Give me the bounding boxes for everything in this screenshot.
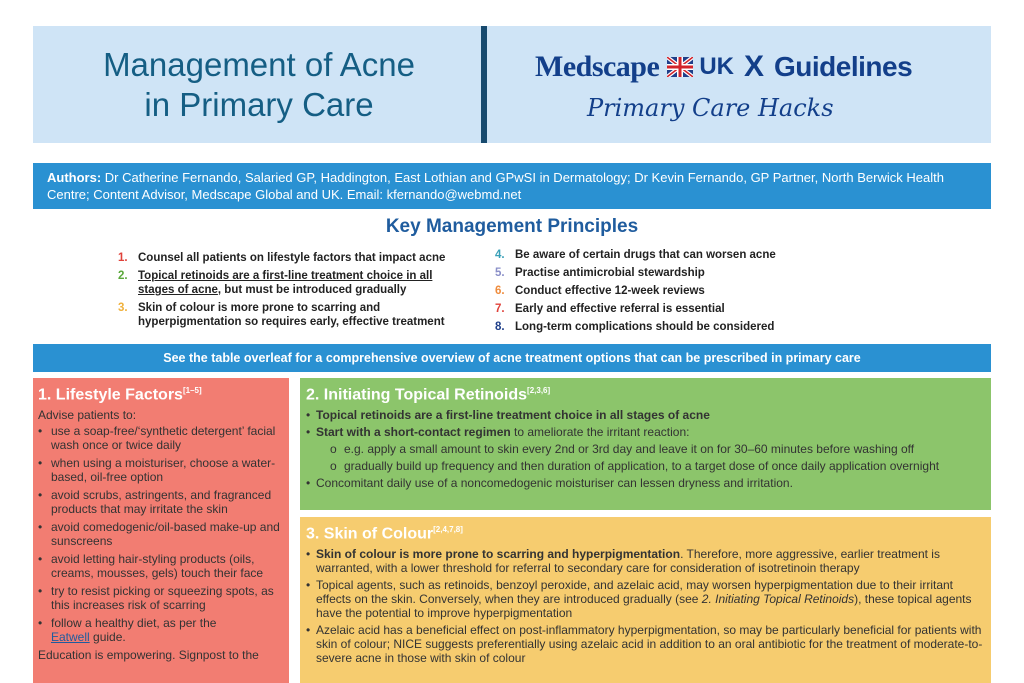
brand-subtitle: Primary Care Hacks: [587, 94, 834, 122]
principle-link[interactable]: Topical retinoids are a first-line treatment choice in all stages of acne: [138, 270, 433, 296]
list-item: • Start with a short-contact regimen to ameliorate the irritant reaction:: [306, 425, 690, 440]
principle-number: 1.: [118, 252, 128, 264]
list-item: • avoid scrubs, astringents, and fragranced products that may irritate the skin: [38, 488, 272, 517]
list-item: • use a soap-free/‘synthetic detergent’ facial wash once or twice daily: [38, 424, 276, 453]
principles-title: Key Management Principles: [385, 216, 639, 237]
list-item: • Azelaic acid has a beneficial effect on post-inflammatory hyperpigmentation, so may be particularly beneficial for patients with skin of colour; NICE suggests preferentially using azelaic acid in addition to an oral antibiotic for the treatment of moderate-to-severe acne in those with skin of colour: [306, 623, 983, 666]
retinoids-panel: [300, 378, 991, 510]
principle-item: [495, 266, 865, 280]
uk-flag-icon: [667, 57, 693, 77]
principle-number: 6.: [495, 285, 505, 297]
list-item: • avoid letting hair-styling products (oils, creams, mousses, gels) touch their face: [38, 552, 264, 581]
principle-item: [118, 301, 488, 329]
overview-banner: See the table overleaf for a comprehensive overview of acne treatment options that can be prescribed in primary care: [33, 344, 991, 372]
lifestyle-ref: [1–5]: [182, 386, 202, 395]
title-line-2: in Primary Care: [144, 85, 374, 123]
principle-number: 5.: [495, 267, 505, 279]
principle-item: [118, 251, 488, 265]
uk-label: UK: [699, 53, 734, 80]
lifestyle-list: [38, 424, 284, 644]
list-item: • Topical retinoids are a first-line treatment choice in all stages of acne: [306, 408, 710, 423]
skin-title: 3. Skin of Colour[2,4,7,8]: [306, 525, 463, 543]
lifestyle-footer: Education is empowering. Signpost to the: [38, 648, 259, 663]
principle-text: Conduct effective 12-week reviews: [515, 285, 705, 297]
lifestyle-panel: [33, 378, 289, 683]
skin-of-colour-panel: [300, 517, 991, 683]
principle-number: 3.: [118, 302, 128, 314]
retinoids-title: 2. Initiating Topical Retinoids[2,3,6]: [306, 386, 551, 404]
list-item: • Concomitant daily use of a noncomedogenic moisturiser can lessen dryness and irritation.: [306, 476, 793, 491]
principle-item: [495, 302, 865, 316]
principle-number: 7.: [495, 303, 505, 315]
principle-number: 2.: [118, 270, 128, 282]
skin-ref: [2,4,7,8]: [433, 525, 463, 534]
authors-bar: [33, 163, 991, 209]
list-item: • when using a moisturiser, choose a water-based, oil-free option: [38, 456, 276, 485]
principle-text: Be aware of certain drugs that can worsen acne: [515, 249, 776, 261]
principle-item: [495, 248, 865, 262]
list-item: • Topical agents, such as retinoids, benzoyl peroxide, and azelaic acid, may worsen hyperpigmentation due to their irritant effects on the skin. Conversely, when they are introduced gradually (see 2. Initiating Topical Retinoids), these topical agents have the potential to improve hyperpigmentation: [306, 578, 972, 621]
lifestyle-intro: Advise patients to:: [38, 408, 137, 423]
list-item: • try to resist picking or squeezing spots, as this increases risk of scarring: [38, 584, 274, 613]
authors-text: Dr Catherine Fernando, Salaried GP, Haddington, East Lothian and GPwSI in Dermatology; Dr Kevin Fernando, GP Partner, North Berwick Health Centre; Content Advisor, Medscape Global and UK. Email: kfernando@webmd.net: [47, 170, 944, 202]
principle-item: [118, 269, 488, 297]
principle-text: Early and effective referral is essential: [515, 303, 725, 315]
authors-label: Authors:: [47, 170, 102, 185]
principle-text: Long-term complications should be considered: [515, 321, 775, 333]
sub-list-item: o gradually build up frequency and then duration of application, to a target dose of once daily application overnight: [330, 459, 940, 474]
sub-list-item: o e.g. apply a small amount to skin every 2nd or 3rd day and leave it on for 30–60 minutes before washing off: [330, 442, 915, 457]
principle-item: [495, 284, 865, 298]
principle-number: 8.: [495, 321, 505, 333]
principles-list-left: [118, 251, 488, 333]
medscape-logo: Medscape: [535, 50, 660, 83]
collab-x: X: [743, 50, 764, 83]
principle-text: Counsel all patients on lifestyle factors that impact acne: [138, 252, 446, 264]
principles-list-right: [495, 248, 865, 338]
brand-logos: [487, 26, 991, 143]
principle-text: , but must be introduced gradually: [217, 284, 407, 296]
guidelines-logo: Guidelines: [774, 51, 913, 82]
list-item: • follow a healthy diet, as per the Eatwell guide.: [38, 616, 217, 645]
lifestyle-title: 1. Lifestyle Factors[1–5]: [38, 386, 202, 404]
principle-text: Practise antimicrobial stewardship: [515, 267, 705, 279]
header: [33, 26, 991, 143]
eatwell-link[interactable]: Eatwell: [51, 630, 90, 645]
principle-item: [495, 320, 865, 334]
retinoids-ref: [2,3,6]: [527, 386, 551, 395]
principle-text: Skin of colour is more prone to scarring and hyperpigmentation so requires early, effective treatment: [138, 302, 445, 328]
principle-number: 4.: [495, 249, 505, 261]
title-line-1: Management of Acne: [103, 45, 415, 83]
list-item: • Skin of colour is more prone to scarring and hyperpigmentation. Therefore, more aggressive, earlier treatment is warranted, with a lower threshold for referral to secondary care for consideration of isotretinoin therapy: [306, 547, 940, 576]
list-item: • avoid comedogenic/oil-based make-up and sunscreens: [38, 520, 280, 549]
page-title: [33, 26, 485, 143]
